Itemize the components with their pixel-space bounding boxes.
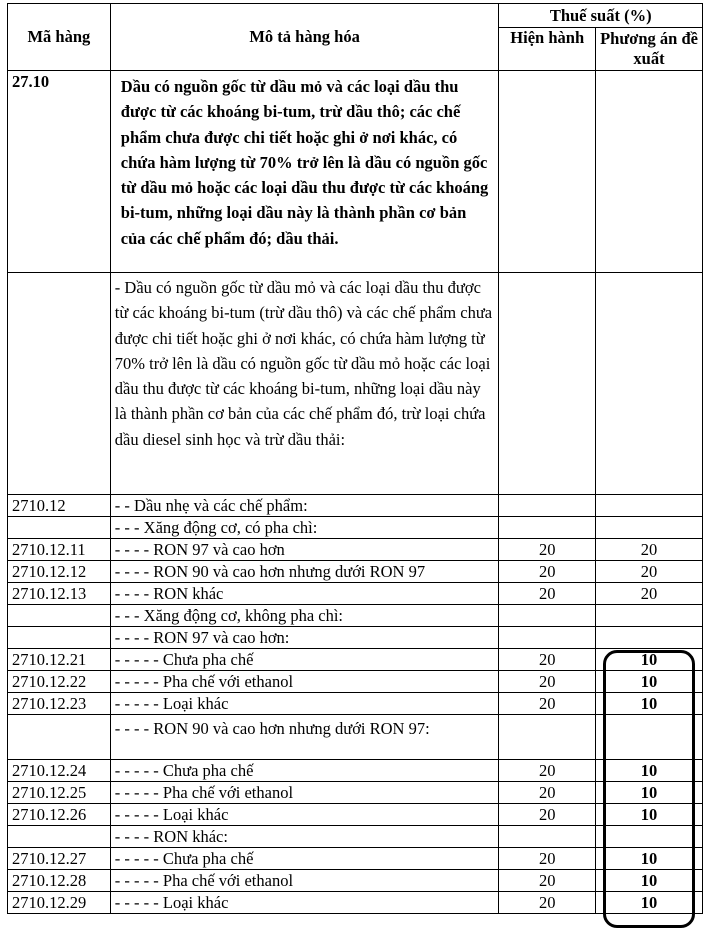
row-proposed-rate: 10 bbox=[596, 760, 703, 782]
subheading-code bbox=[8, 273, 111, 495]
row-proposed-rate: 10 bbox=[596, 892, 703, 914]
row-proposed-rate: 20 bbox=[596, 561, 703, 583]
table-row bbox=[8, 892, 703, 914]
row-code: 2710.12.13 bbox=[8, 583, 111, 605]
table-row bbox=[8, 870, 703, 892]
header-row-1 bbox=[8, 4, 703, 28]
row-description: - - - - RON 90 và cao hơn nhưng dưới RON 97 bbox=[110, 561, 499, 583]
row-proposed-rate: 10 bbox=[596, 870, 703, 892]
row-current-rate bbox=[499, 715, 596, 760]
row-proposed-rate: 10 bbox=[596, 671, 703, 693]
row-description: - - - - RON khác: bbox=[110, 826, 499, 848]
row-description: - - - - - Pha chế với ethanol bbox=[110, 671, 499, 693]
proposed-highlight-box bbox=[603, 650, 695, 928]
row-description: - - - - - Chưa pha chế bbox=[110, 760, 499, 782]
row-description: - - - - RON 90 và cao hơn nhưng dưới RON 97: bbox=[110, 715, 499, 760]
row-description: - - - - RON khác bbox=[110, 583, 499, 605]
row-description: - - - - RON 97 và cao hơn bbox=[110, 539, 499, 561]
row-description: - - - - RON 97 và cao hơn: bbox=[110, 627, 499, 649]
row-current-rate: 20 bbox=[499, 892, 596, 914]
row-current-rate bbox=[499, 605, 596, 627]
row-current-rate: 20 bbox=[499, 671, 596, 693]
row-code: 2710.12.29 bbox=[8, 892, 111, 914]
header-proposed: Phương án đề xuất bbox=[596, 28, 703, 71]
row-current-rate: 20 bbox=[499, 870, 596, 892]
table-row bbox=[8, 826, 703, 848]
row-current-rate bbox=[499, 517, 596, 539]
row-code bbox=[8, 627, 111, 649]
table-row bbox=[8, 760, 703, 782]
row-code: 2710.12.24 bbox=[8, 760, 111, 782]
row-description: - - - - - Loại khác bbox=[110, 804, 499, 826]
row-code: 2710.12.27 bbox=[8, 848, 111, 870]
row-code: 2710.12.12 bbox=[8, 561, 111, 583]
row-description: - - - - - Pha chế với ethanol bbox=[110, 870, 499, 892]
table-row bbox=[8, 804, 703, 826]
row-description: - - - - - Loại khác bbox=[110, 892, 499, 914]
row-code: 2710.12.26 bbox=[8, 804, 111, 826]
row-current-rate: 20 bbox=[499, 561, 596, 583]
row-proposed-rate: 10 bbox=[596, 649, 703, 671]
row-code bbox=[8, 517, 111, 539]
subheading-row bbox=[8, 273, 703, 495]
row-proposed-rate bbox=[596, 605, 703, 627]
table-row bbox=[8, 627, 703, 649]
row-code: 2710.12.11 bbox=[8, 539, 111, 561]
row-description: - - - - - Chưa pha chế bbox=[110, 848, 499, 870]
row-code bbox=[8, 715, 111, 760]
row-description: - - Dầu nhẹ và các chế phẩm: bbox=[110, 495, 499, 517]
row-proposed-rate bbox=[596, 495, 703, 517]
table-row bbox=[8, 605, 703, 627]
table-row bbox=[8, 782, 703, 804]
row-current-rate: 20 bbox=[499, 539, 596, 561]
table-row bbox=[8, 561, 703, 583]
row-current-rate: 20 bbox=[499, 583, 596, 605]
row-proposed-rate: 20 bbox=[596, 583, 703, 605]
row-code: 2710.12.28 bbox=[8, 870, 111, 892]
table-row bbox=[8, 495, 703, 517]
row-current-rate: 20 bbox=[499, 649, 596, 671]
row-proposed-rate bbox=[596, 517, 703, 539]
table-row bbox=[8, 583, 703, 605]
heading-code: 27.10 bbox=[8, 71, 111, 273]
row-description: - - - Xăng động cơ, có pha chì: bbox=[110, 517, 499, 539]
row-description: - - - - - Pha chế với ethanol bbox=[110, 782, 499, 804]
row-proposed-rate: 20 bbox=[596, 539, 703, 561]
row-current-rate bbox=[499, 627, 596, 649]
tariff-table bbox=[7, 3, 703, 914]
table-row bbox=[8, 671, 703, 693]
table-row bbox=[8, 539, 703, 561]
header-description: Mô tả hàng hóa bbox=[110, 4, 499, 71]
table-row bbox=[8, 848, 703, 870]
table-row bbox=[8, 517, 703, 539]
header-tax-rate: Thuế suất (%) bbox=[499, 4, 703, 28]
heading-description: Dầu có nguồn gốc từ dầu mỏ và các loại dầu thu được từ các khoáng bi-tum, trừ dầu thô; các chế phẩm chưa được chi tiết hoặc ghi ở nơi khác, có chứa hàm lượng từ 70% trở lên là dầu có nguồn gốc từ dầu mỏ hoặc các loại dầu thu được từ các khoáng bi-tum, những loại dầu này là thành phần cơ bản của các chế phẩm đó; dầu thải. bbox=[110, 71, 499, 273]
row-current-rate: 20 bbox=[499, 848, 596, 870]
row-current-rate: 20 bbox=[499, 693, 596, 715]
row-code: 2710.12 bbox=[8, 495, 111, 517]
subheading-proposed bbox=[596, 273, 703, 495]
header-code: Mã hàng bbox=[8, 4, 111, 71]
row-proposed-rate: 10 bbox=[596, 848, 703, 870]
row-code: 2710.12.22 bbox=[8, 671, 111, 693]
row-proposed-rate bbox=[596, 627, 703, 649]
row-code: 2710.12.25 bbox=[8, 782, 111, 804]
header-current: Hiện hành bbox=[499, 28, 596, 71]
table-row bbox=[8, 715, 703, 760]
heading-current bbox=[499, 71, 596, 273]
row-description: - - - Xăng động cơ, không pha chì: bbox=[110, 605, 499, 627]
row-code bbox=[8, 826, 111, 848]
row-current-rate bbox=[499, 826, 596, 848]
row-current-rate: 20 bbox=[499, 782, 596, 804]
subheading-current bbox=[499, 273, 596, 495]
row-current-rate bbox=[499, 495, 596, 517]
heading-row bbox=[8, 71, 703, 273]
row-code: 2710.12.23 bbox=[8, 693, 111, 715]
row-proposed-rate: 10 bbox=[596, 804, 703, 826]
row-current-rate: 20 bbox=[499, 760, 596, 782]
row-code: 2710.12.21 bbox=[8, 649, 111, 671]
row-code bbox=[8, 605, 111, 627]
row-description: - - - - - Loại khác bbox=[110, 693, 499, 715]
table-row bbox=[8, 693, 703, 715]
row-proposed-rate: 10 bbox=[596, 782, 703, 804]
heading-proposed bbox=[596, 71, 703, 273]
table-row bbox=[8, 649, 703, 671]
row-current-rate: 20 bbox=[499, 804, 596, 826]
row-proposed-rate: 10 bbox=[596, 693, 703, 715]
subheading-description: - Dầu có nguồn gốc từ dầu mỏ và các loại dầu thu được từ các khoáng bi-tum (trừ dầu thô) và các chế phẩm chưa được chi tiết hoặc ghi ở nơi khác, có chứa hàm lượng từ 70% trở lên là dầu có nguồn gốc từ dầu mỏ hoặc các loại dầu thu được từ các khoáng bi-tum, những loại dầu này là thành phần cơ bản của các chế phẩm đó, trừ loại chứa dầu diesel sinh học và trừ dầu thải: bbox=[110, 273, 499, 495]
row-description: - - - - - Chưa pha chế bbox=[110, 649, 499, 671]
